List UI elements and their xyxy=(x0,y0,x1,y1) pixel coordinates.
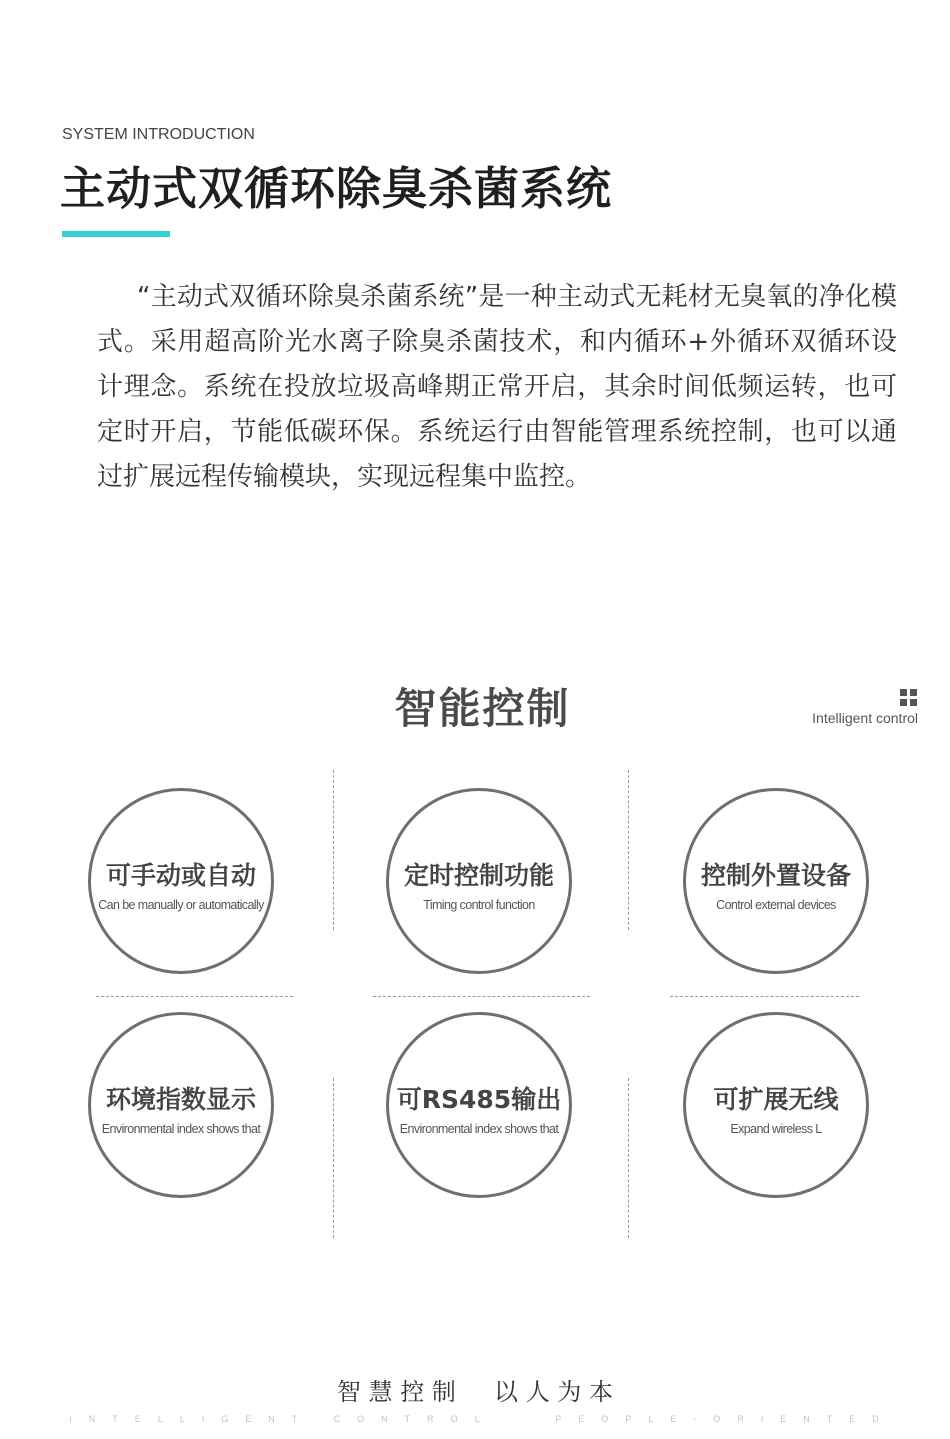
divider-vertical xyxy=(333,770,334,930)
divider-horizontal xyxy=(670,996,859,997)
feature-circle-manual-auto xyxy=(88,788,274,974)
intro-paragraph: “主动式双循环除臭杀菌系统”是一种主动式无耗材无臭氧的净化模式。采用超高阶光水离子除臭杀菌技术，和内循环+外循环双循环设计理念。系统在投放垃圾高峰期正常开启，其余时间低频运转，也可定时开启，节能低碳环保。系统运行由智能管理系统控制，也可以通过扩展远程传输模块，实现远程集中监控。 xyxy=(97,282,897,492)
feature-circle-external-devices xyxy=(683,788,869,974)
divider-horizontal xyxy=(373,996,590,997)
feature-title: 环境指数显示 xyxy=(105,1085,256,1114)
feature-subtitle: Environmental index shows that xyxy=(101,1122,261,1136)
feature-title: 可扩展无线 xyxy=(713,1085,839,1114)
feature-subtitle: Environmental index shows that xyxy=(399,1122,559,1136)
feature-circle-rs485 xyxy=(386,1012,572,1198)
feature-circle-timing xyxy=(386,788,572,974)
section-eyebrow: SYSTEM INTRODUCTION xyxy=(62,126,255,143)
feature-subtitle: Timing control function xyxy=(423,898,535,912)
feature-title: 控制外置设备 xyxy=(700,861,851,890)
feature-circle-wireless xyxy=(683,1012,869,1198)
footer-slogan-english: INTELLIGENT CONTROL · PEOPLE-ORIENTED xyxy=(69,1414,896,1424)
feature-title: 可手动或自动 xyxy=(105,861,256,890)
feature-circle-environment-index xyxy=(88,1012,274,1198)
section-subtitle: Intelligent control xyxy=(812,710,918,726)
feature-subtitle: Expand wireless L xyxy=(730,1122,822,1136)
feature-subtitle: Can be manually or automatically xyxy=(98,898,264,912)
footer-slogan: 智 慧 控 制 以 人 为 本 xyxy=(337,1378,613,1406)
grid-icon xyxy=(900,689,918,707)
feature-subtitle: Control external devices xyxy=(716,898,836,912)
divider-vertical xyxy=(333,1078,334,1238)
divider-vertical xyxy=(628,770,629,930)
divider-vertical xyxy=(628,1078,629,1238)
feature-title: 定时控制功能 xyxy=(403,861,554,890)
divider-horizontal xyxy=(96,996,293,997)
title-accent-bar xyxy=(62,231,170,237)
section-title: 智能控制 xyxy=(394,684,571,733)
feature-title: 可RS485输出 xyxy=(396,1085,562,1114)
page-title: 主动式双循环除臭杀菌系统 xyxy=(60,162,613,215)
